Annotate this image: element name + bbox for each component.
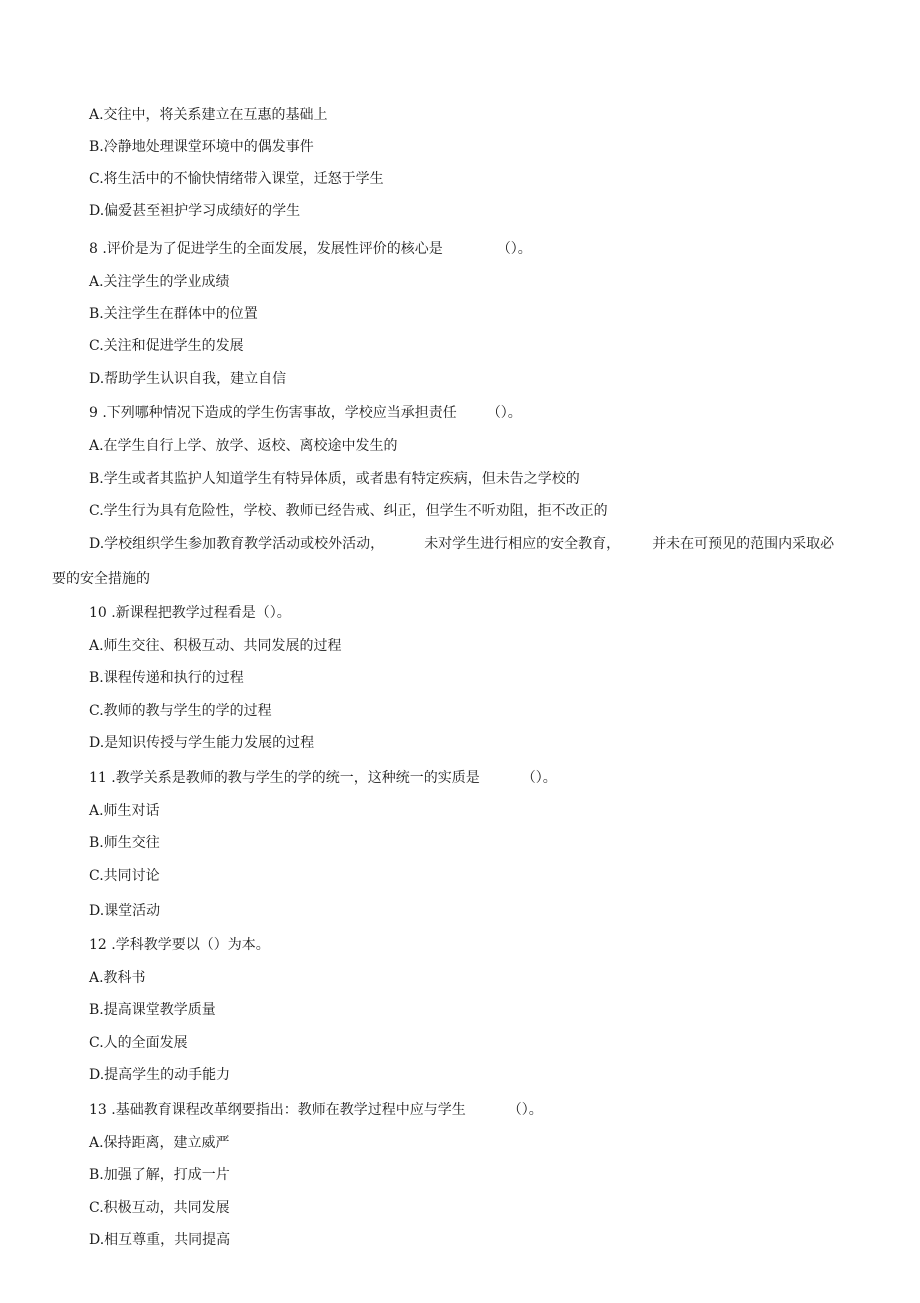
q13-option-d: D.相互尊重，共同提高: [89, 1232, 231, 1248]
q9-option-b: B.学生或者其监护人知道学生有特异体质，或者患有特定疾病，但未告之学校的: [89, 471, 580, 487]
q8-option-b: B.关注学生在群体中的位置: [89, 306, 258, 322]
q11-option-a: A.师生对话: [89, 803, 160, 819]
q12-option-c: C.人的全面发展: [89, 1035, 188, 1051]
q9-stem-line: [89, 404, 522, 422]
q8-blank: （）。: [496, 241, 532, 257]
q11-option-b: B.师生交往: [89, 835, 160, 851]
q11-blank: （）。: [521, 770, 557, 786]
q13-option-c: C.积极互动，共同发展: [89, 1200, 230, 1216]
q9-stem: 9 .下列哪种情况下造成的学生伤害事故，学校应当承担责任: [89, 405, 457, 421]
q9-option-a: A.在学生自行上学、放学、返校、离校途中发生的: [89, 438, 398, 454]
q12-option-a: A.教科书: [89, 970, 146, 986]
q11-stem-line: [89, 769, 557, 787]
q11-option-d: D.课堂活动: [89, 903, 161, 919]
q10-option-c: C.教师的教与学生的学的过程: [89, 703, 272, 719]
q10-option-d: D.是知识传授与学生能力发展的过程: [89, 735, 315, 751]
q7-option-c: C.将生活中的不愉快情绪带入课堂，迁怒于学生: [89, 171, 384, 187]
q8-option-c: C.关注和促进学生的发展: [89, 338, 244, 354]
q13-stem: 13 .基础教育课程改革纲要指出：教师在教学过程中应与学生: [89, 1102, 466, 1118]
q9-blank: （）。: [486, 405, 522, 421]
q9-option-d-part2: 未对学生进行相应的安全教育，: [424, 536, 621, 552]
q11-stem: 11 .教学关系是教师的教与学生的学的统一，这种统一的实质是: [89, 770, 480, 786]
q10-stem: 10 .新课程把教学过程看是（）。: [89, 605, 291, 621]
q7-option-b: B.冷静地处理课堂环境中的偶发事件: [89, 139, 314, 155]
q12-stem: 12 .学科教学要以（）为本。: [89, 937, 270, 953]
q8-option-a: A.关注学生的学业成绩: [89, 274, 230, 290]
q13-blank: （）。: [507, 1102, 543, 1118]
q9-option-d-part3: 并未在可预见的范围内采取必: [652, 536, 835, 552]
q13-stem-line: [89, 1101, 543, 1119]
q8-option-d: D.帮助学生认识自我，建立自信: [89, 371, 287, 387]
q9-option-d-continued: 要的安全措施的: [52, 571, 150, 587]
q9-option-d-part1: D.学校组织学生参加教育教学活动或校外活动，: [89, 536, 385, 552]
q10-option-b: B.课程传递和执行的过程: [89, 670, 244, 686]
q9-option-c: C.学生行为具有危险性，学校、教师已经告戒、纠正，但学生不听劝阻，拒不改正的: [89, 503, 608, 519]
q9-option-d: [89, 535, 834, 553]
q7-option-a: A.交往中，将关系建立在互惠的基础上: [89, 107, 328, 123]
q10-option-a: A.师生交往、积极互动、共同发展的过程: [89, 638, 342, 654]
q13-option-b: B.加强了解，打成一片: [89, 1167, 230, 1183]
q12-option-b: B.提高课堂教学质量: [89, 1002, 216, 1018]
q11-option-c: C.共同讨论: [89, 868, 160, 884]
q7-option-d: D.偏爱甚至袒护学习成绩好的学生: [89, 203, 301, 219]
q13-option-a: A.保持距离，建立威严: [89, 1135, 230, 1151]
q12-option-d: D.提高学生的动手能力: [89, 1067, 231, 1083]
q8-stem-line: [89, 240, 532, 258]
q8-stem: 8 .评价是为了促进学生的全面发展，发展性评价的核心是: [89, 241, 443, 257]
